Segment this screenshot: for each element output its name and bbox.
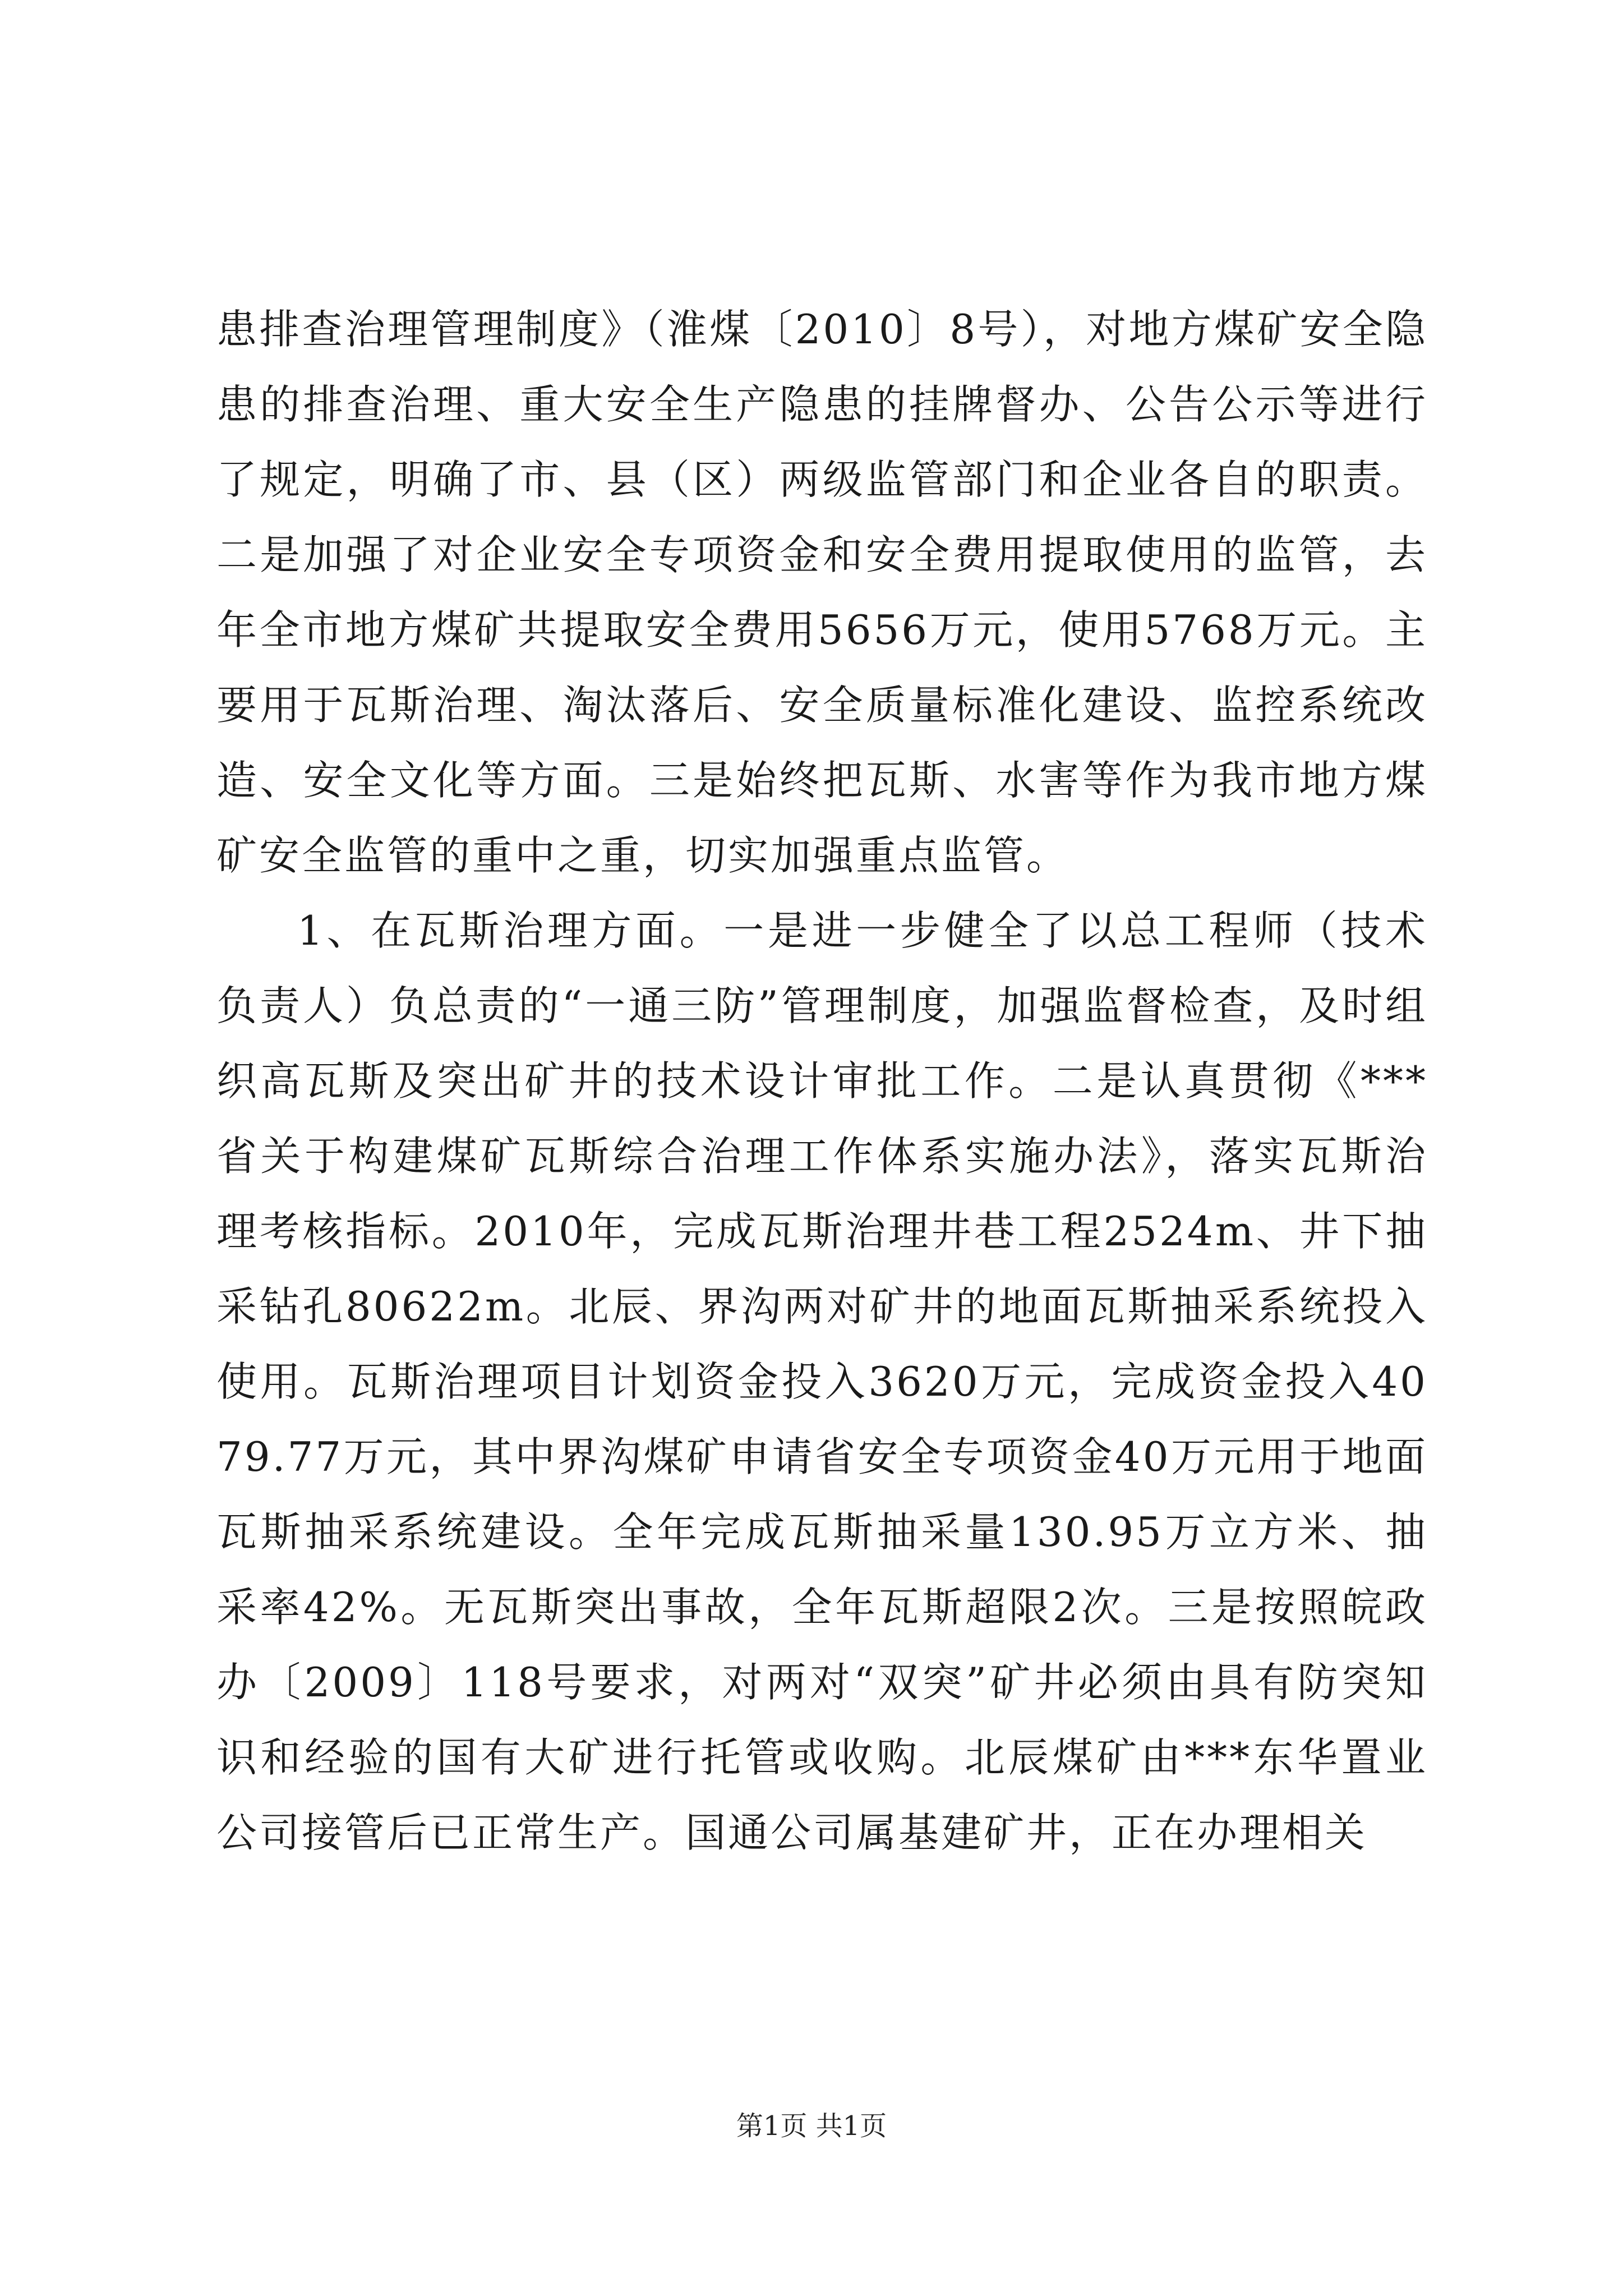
paragraph-2: 1、在瓦斯治理方面。一是进一步健全了以总工程师（技术负责人）负总责的“一通三防”管理制度，加强监督检查，及时组织高瓦斯及突出矿井的技术设计审批工作。二是认真贯彻《***省关于构建煤矿瓦斯综合治理工作体系实施办法》，落实瓦斯治理考核指标。2010年，完成瓦斯治理井巷工程2524m、井下抽采钻孔80622m。北辰、界沟两对矿井的地面瓦斯抽采系统投入使用。瓦斯治理项目计划资金投入3620万元，完成资金投入4079.77万元，其中界沟煤矿申请省安全专项资金40万元用于地面瓦斯抽采系统建设。全年完成瓦斯抽采量130.95万立方米、抽采率42%。无瓦斯突出事故，全年瓦斯超限2次。三是按照皖政办〔2009〕118号要求，对两对“双突”矿井必须由具有防突知识和经验的国有大矿进行托管或收购。北辰煤矿由***东华置业公司接管后已正常生产。国通公司属基建矿井，正在办理相关: [216, 907, 1428, 1856]
paragraph-1: 患排查治理管理制度》（淮煤〔2010〕8号），对地方煤矿安全隐患的排查治理、重大安全生产隐患的挂牌督办、公告公示等进行了规定，明确了市、县（区）两级监管部门和企业各自的职责。二是加强了对企业安全专项资金和安全费用提取使用的监管，去年全市地方煤矿共提取安全费用5656万元，使用5768万元。主要用于瓦斯治理、淘汰落后、安全质量标准化建设、监控系统改造、安全文化等方面。三是始终把瓦斯、水害等作为我市地方煤矿安全监管的重中之重，切实加强重点监管。: [216, 306, 1428, 879]
document-body: [216, 292, 1428, 1870]
page-footer: [0, 2109, 1623, 2143]
page-number: 第1页 共1页: [736, 2110, 887, 2142]
